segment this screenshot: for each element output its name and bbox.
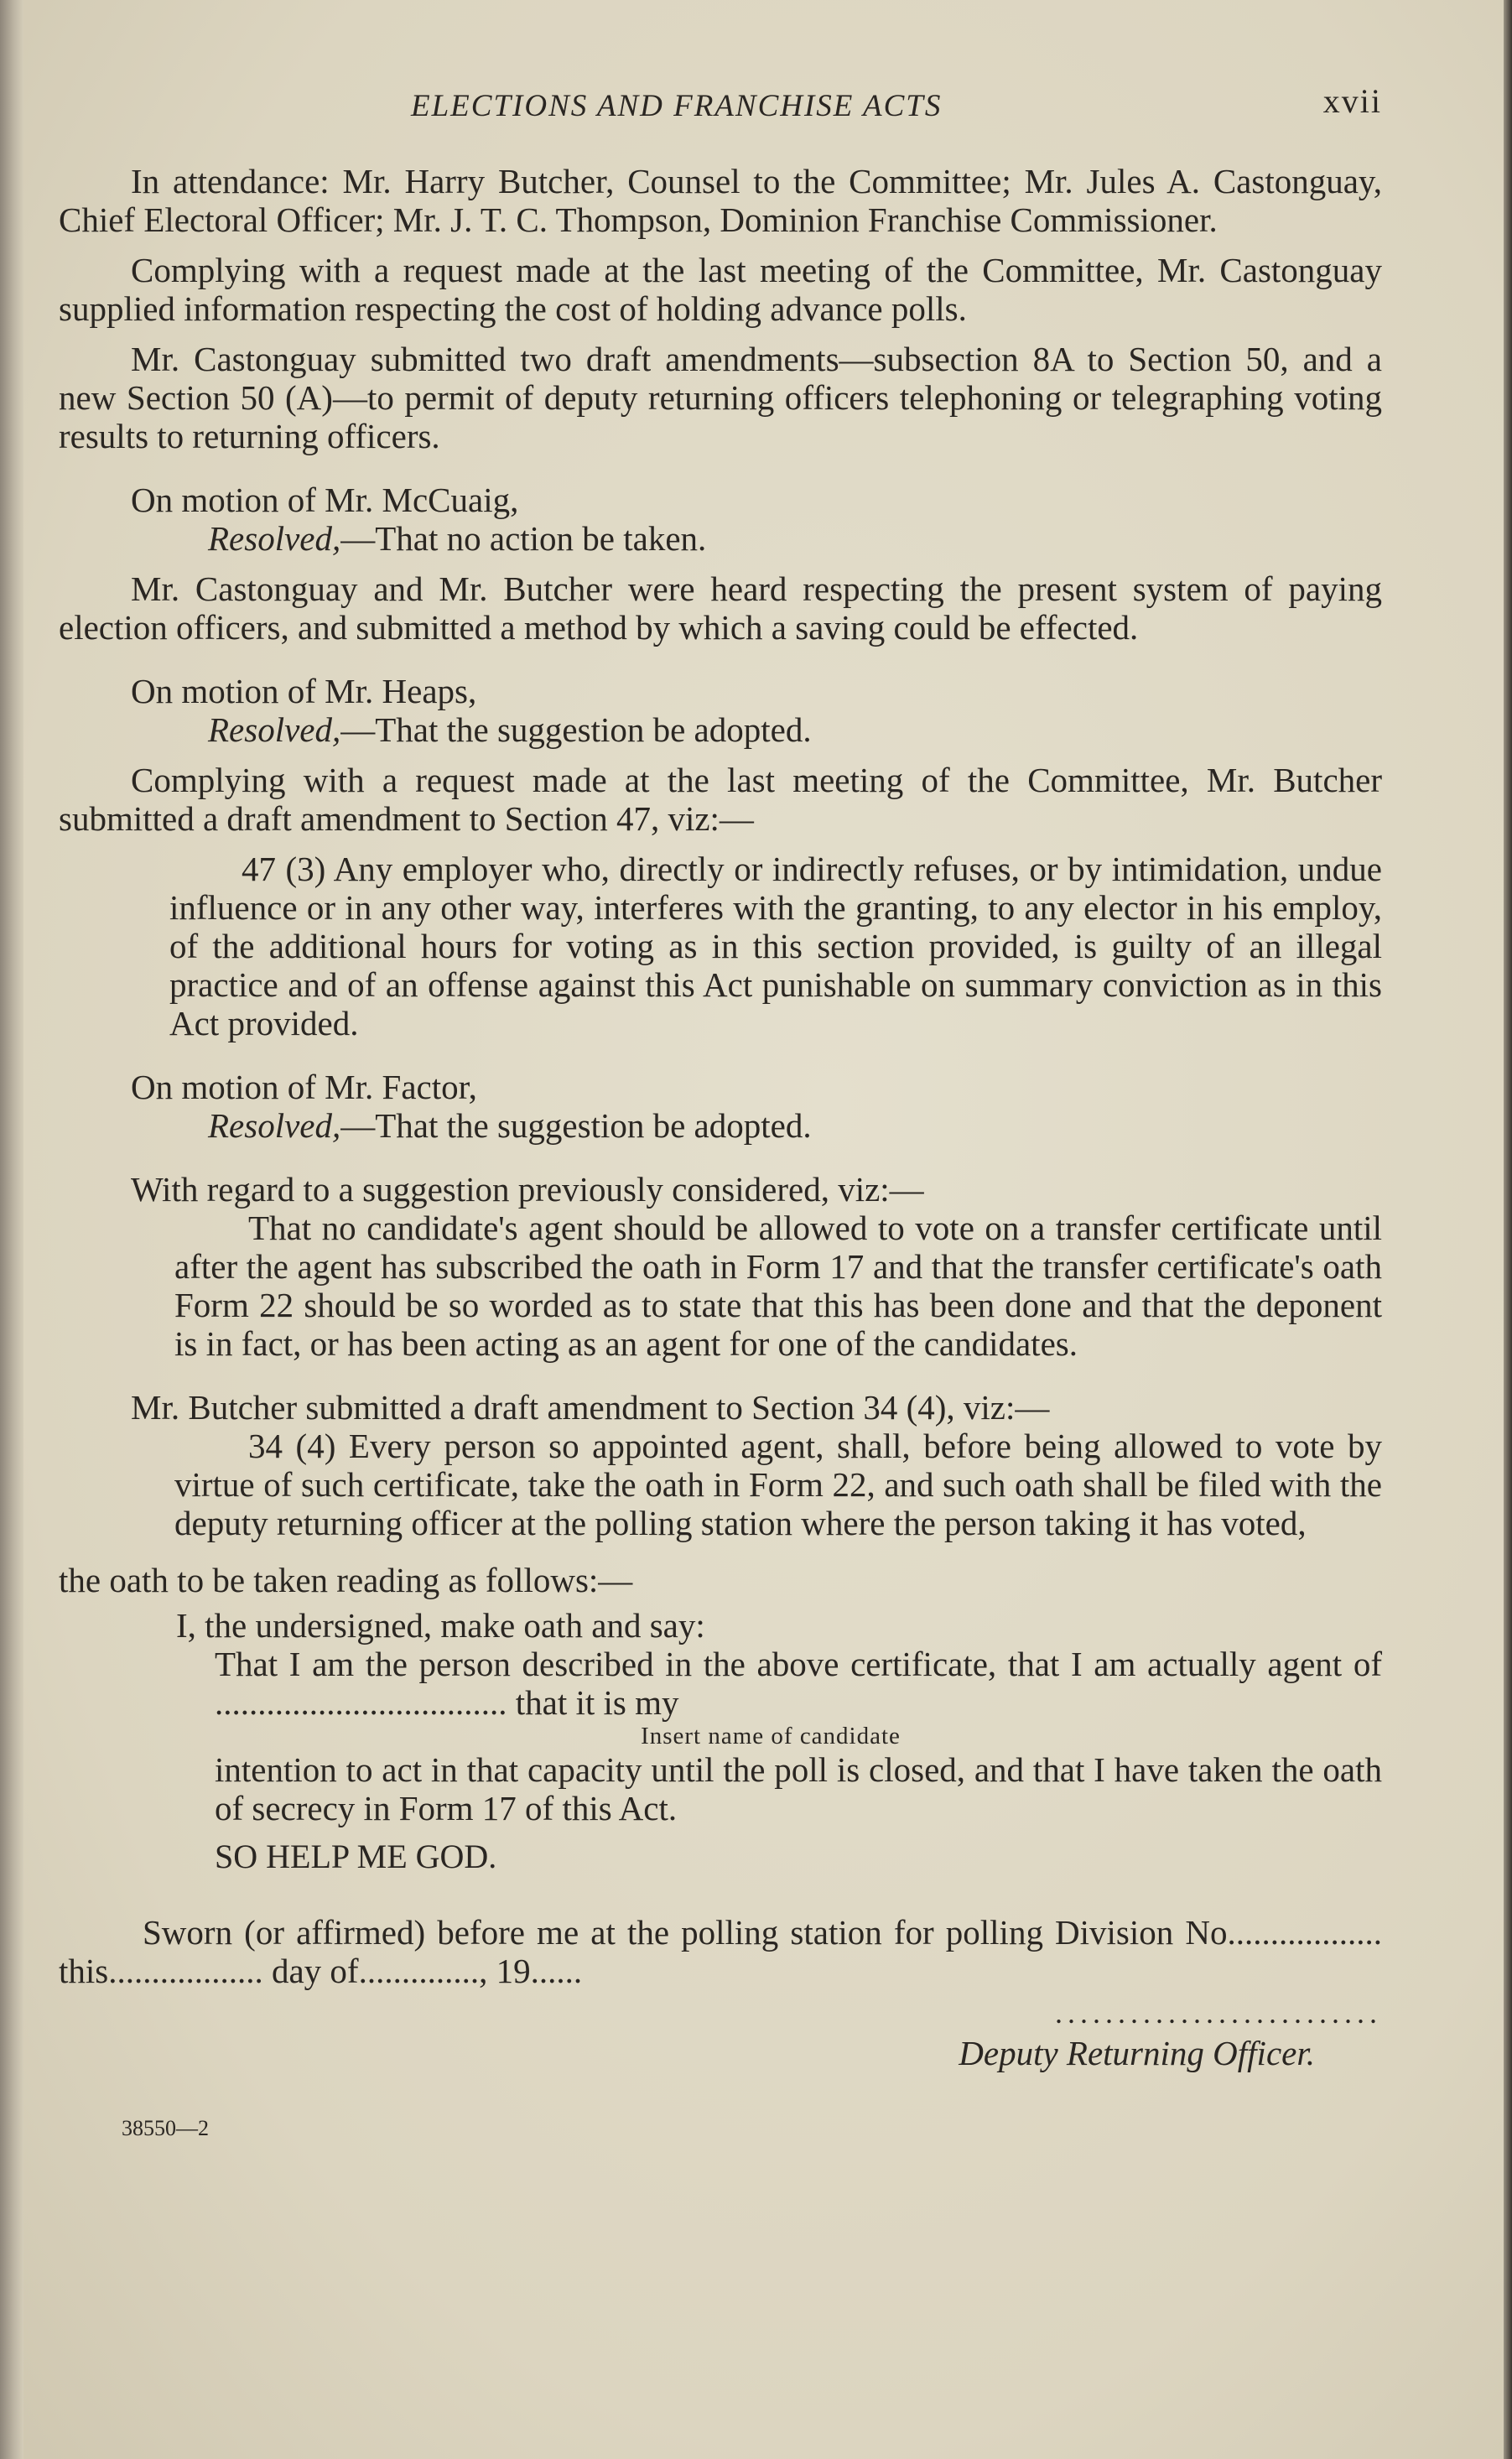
running-title: ELECTIONS AND FRANCHISE ACTS (411, 89, 943, 123)
insert-name-caption: Insert name of candidate (641, 1723, 901, 1749)
motion-mccuaig: On motion of Mr. McCuaig, (131, 481, 519, 519)
page-content (59, 80, 1382, 2148)
oath-line-2: intention to act in that capacity until the poll is closed, and that I have taken the oath of secrecy in Form 17 of this Act. (215, 1750, 1382, 1827)
agent-suggestion: That no candidate's agent should be allowed to vote on a transfer certificate until after the agent has subscribed the oath in Form 17 and that the transfer certificate's oath Form 22 should be so worded as to state that this has been done and that the deponent is in fact, or has been acting as an agent for one of the candidates. (174, 1209, 1382, 1363)
draft-amendments-paragraph: Mr. Castonguay submitted two draft amendments—subsection 8A to Section 50, and a new Section 50 (A)—to permit of deputy returning officers telephoning or telegraphing voting results to returning officers. (59, 340, 1382, 455)
sworn-statement: Sworn (or affirmed) before me at the polling station for polling Division No.................. this.................. day of.............., 19...... (59, 1913, 1382, 1990)
attendance-paragraph: In attendance: Mr. Harry Butcher, Counsel to the Committee; Mr. Jules A. Castonguay, Chief Electoral Officer; Mr. J. T. C. Thompson, Dominion Franchise Commissioner. (59, 162, 1382, 239)
resolved-3 (208, 1106, 1382, 1145)
paying-officers-paragraph: Mr. Castonguay and Mr. Butcher were heard respecting the present system of paying election officers, and submitted a method by which a saving could be effected. (59, 569, 1382, 647)
section47-text: 47 (3) Any employer who, directly or indirectly refuses, or by intimidation, undue influence or in any other way, interferes with the granting, to any elector in his employ, of the additional hours for voting as in this section provided, is guilty of an illegal practice and of an offense against this Act punishable on summary conviction as in this Act provided. (169, 850, 1382, 1042)
binding-shadow (0, 0, 23, 2459)
page-number: xvii (1322, 82, 1382, 120)
signature-dotted-line: .......................... (1055, 1996, 1382, 2030)
section34-intro: Mr. Butcher submitted a draft amendment to Section 34 (4), viz:— (131, 1388, 1050, 1427)
resolved-3-label: Resolved, (208, 1106, 341, 1145)
oath-head: I, the undersigned, make oath and say: (176, 1606, 705, 1645)
oath-reading: the oath to be taken reading as follows:— (59, 1561, 633, 1599)
resolved-1 (208, 519, 1382, 558)
advance-polls-paragraph: Complying with a request made at the last meeting of the Committee, Mr. Castonguay supplied information respecting the cost of holding advance polls. (59, 251, 1382, 328)
resolved-1-text: —That no action be taken. (340, 519, 707, 558)
page-edge-shadow (1504, 0, 1512, 2459)
signature-title: Deputy Returning Officer. (959, 2034, 1315, 2072)
previous-suggestion-intro: With regard to a suggestion previously considered, viz:— (131, 1170, 924, 1209)
so-help-me-god: SO HELP ME GOD. (215, 1838, 497, 1875)
resolved-2-label: Resolved, (208, 710, 341, 749)
motion-heaps: On motion of Mr. Heaps, (131, 672, 477, 710)
resolved-2-text: —That the suggestion be adopted. (340, 710, 812, 749)
section47-intro: Complying with a request made at the last meeting of the Committee, Mr. Butcher submitted a draft amendment to Section 47, viz:— (59, 761, 1382, 838)
running-header (59, 80, 1382, 130)
resolved-1-label: Resolved, (208, 519, 341, 558)
print-code: 38550—2 (122, 2116, 209, 2140)
oath-line-1: That I am the person described in the above certificate, that I am actually agent of .................................. that it is my (215, 1645, 1382, 1722)
resolved-3-text: —That the suggestion be adopted. (340, 1106, 812, 1145)
section34-text: 34 (4) Every person so appointed agent, shall, before being allowed to vote by virtue of such certificate, take the oath in Form 22, and such oath shall be filed with the deputy returning officer at the polling station where the person taking it has voted, (174, 1427, 1382, 1542)
resolved-2 (208, 710, 1382, 749)
motion-factor: On motion of Mr. Factor, (131, 1068, 477, 1106)
